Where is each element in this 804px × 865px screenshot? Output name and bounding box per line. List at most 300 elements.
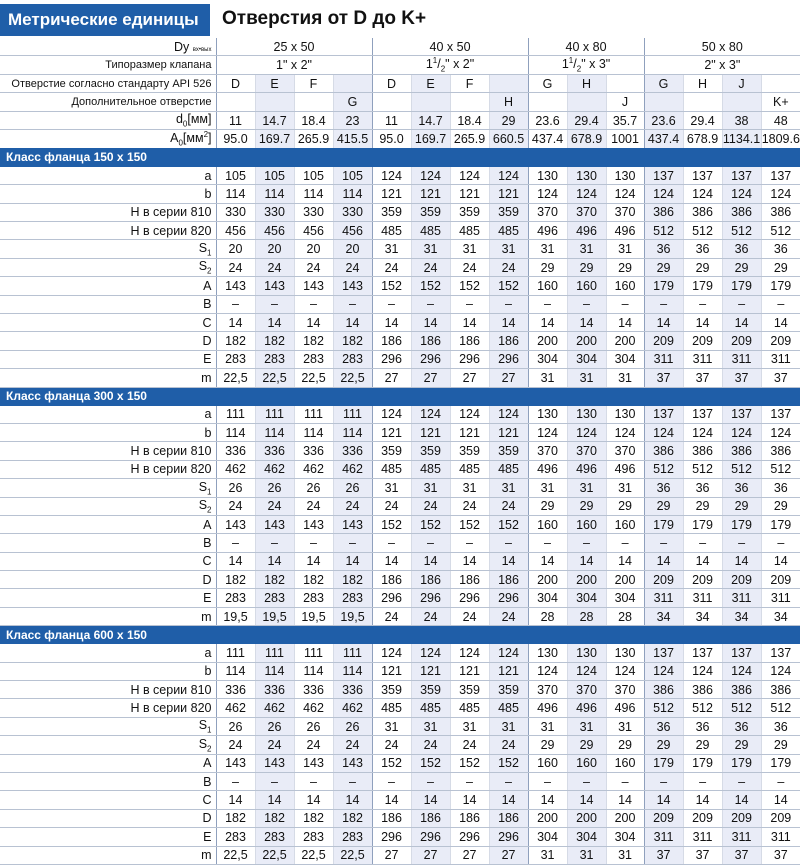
table-cell: 296 — [372, 828, 411, 846]
table-cell: 27 — [372, 846, 411, 864]
table-cell: 209 — [644, 809, 683, 827]
table-cell: 512 — [644, 699, 683, 717]
table-row — [0, 736, 800, 754]
table-cell: 330 — [216, 203, 255, 221]
table-cell: 182 — [255, 571, 294, 589]
table-row — [0, 534, 800, 552]
table-cell: 359 — [411, 203, 450, 221]
table-cell: 111 — [216, 405, 255, 423]
table-cell: 209 — [722, 571, 761, 589]
table-cell: 23.6 — [528, 111, 567, 129]
table-row — [0, 515, 800, 533]
table-row — [0, 442, 800, 460]
table-cell: 179 — [761, 754, 800, 772]
dy-group: 40 x 50 — [372, 38, 528, 56]
table-cell: 121 — [450, 185, 489, 203]
table-cell: 24 — [372, 607, 411, 625]
table-cell: 462 — [255, 699, 294, 717]
table-cell: – — [644, 772, 683, 790]
table-cell: 182 — [216, 809, 255, 827]
table-cell: 137 — [761, 405, 800, 423]
api-row-label: Отверстие согласно стандарту API 526 — [0, 75, 216, 93]
table-cell: 152 — [411, 277, 450, 295]
table-cell: 456 — [216, 222, 255, 240]
table-cell: 456 — [333, 222, 372, 240]
table-cell: 1134.1 — [722, 130, 761, 149]
table-cell: 20 — [294, 240, 333, 258]
table-cell: 182 — [333, 809, 372, 827]
table-cell: 36 — [722, 479, 761, 497]
table-cell: – — [683, 772, 722, 790]
table-row — [0, 166, 800, 184]
table-cell: 386 — [722, 203, 761, 221]
size-whole: 1 — [425, 57, 433, 72]
table-cell: 124 — [761, 662, 800, 680]
table-cell: 124 — [411, 644, 450, 662]
table-cell: G — [333, 93, 372, 111]
table-cell: 124 — [722, 185, 761, 203]
table-cell: 24 — [372, 497, 411, 515]
table-cell: 186 — [450, 332, 489, 350]
table-cell: 512 — [761, 699, 800, 717]
table-cell: 37 — [722, 369, 761, 387]
table-cell: 114 — [333, 662, 372, 680]
table-cell: 304 — [606, 350, 644, 368]
table-cell — [683, 93, 722, 111]
spec-table — [0, 38, 800, 865]
table-cell: 121 — [372, 662, 411, 680]
table-cell: 152 — [450, 277, 489, 295]
table-cell: 14 — [683, 314, 722, 332]
table-cell: 36 — [683, 479, 722, 497]
table-cell: 24 — [294, 736, 333, 754]
table-row — [0, 332, 800, 350]
table-cell: 31 — [411, 240, 450, 258]
table-cell: 496 — [528, 222, 567, 240]
row-label: H в серии 820 — [0, 222, 216, 240]
table-cell: 37 — [644, 369, 683, 387]
table-cell: 31 — [489, 479, 528, 497]
row-label-text: S — [198, 497, 208, 512]
table-row — [0, 717, 800, 735]
table-cell: 24 — [411, 258, 450, 276]
table-cell: 200 — [528, 571, 567, 589]
table-cell: 24 — [489, 258, 528, 276]
table-cell: 143 — [294, 515, 333, 533]
table-cell: 27 — [489, 846, 528, 864]
table-cell: 29 — [722, 258, 761, 276]
row-label: m — [0, 369, 216, 387]
table-cell: 114 — [294, 423, 333, 441]
table-cell: 31 — [567, 479, 606, 497]
table-cell: 296 — [450, 589, 489, 607]
table-cell: 20 — [255, 240, 294, 258]
table-cell: 24 — [216, 258, 255, 276]
table-cell: 24 — [216, 736, 255, 754]
table-cell: 386 — [761, 681, 800, 699]
table-cell: – — [216, 295, 255, 313]
table-cell: 296 — [372, 350, 411, 368]
table-cell: 182 — [294, 571, 333, 589]
table-cell: 31 — [450, 717, 489, 735]
table-cell: 386 — [644, 203, 683, 221]
table-cell: 22,5 — [294, 369, 333, 387]
table-cell: 22,5 — [255, 846, 294, 864]
table-cell: 336 — [255, 442, 294, 460]
table-cell: 114 — [216, 662, 255, 680]
table-cell: 37 — [683, 369, 722, 387]
table-cell — [411, 93, 450, 111]
page-title: Отверстия от D до K+ — [222, 8, 427, 29]
row-label: C — [0, 552, 216, 570]
table-cell: – — [489, 534, 528, 552]
table-cell: 179 — [644, 754, 683, 772]
row-label: a — [0, 644, 216, 662]
table-cell: 143 — [333, 754, 372, 772]
row-label: a — [0, 166, 216, 184]
table-cell: 456 — [255, 222, 294, 240]
table-cell: 186 — [411, 809, 450, 827]
table-cell: 456 — [294, 222, 333, 240]
table-cell: 137 — [722, 644, 761, 662]
size-rest: " x 3" — [581, 57, 611, 72]
table-cell: – — [644, 534, 683, 552]
table-cell: 24 — [411, 497, 450, 515]
table-cell: 22,5 — [333, 369, 372, 387]
table-cell: 496 — [567, 222, 606, 240]
table-cell: 462 — [216, 699, 255, 717]
table-cell: 95.0 — [372, 130, 411, 149]
table-row — [0, 791, 800, 809]
table-cell: 186 — [489, 809, 528, 827]
table-cell: 209 — [644, 332, 683, 350]
table-cell: 14 — [528, 552, 567, 570]
row-label-text: S — [198, 240, 208, 255]
row-label: H в серии 810 — [0, 442, 216, 460]
table-row — [0, 607, 800, 625]
row-label: H в серии 820 — [0, 699, 216, 717]
dy-group: 40 x 80 — [528, 38, 644, 56]
table-cell: 121 — [372, 423, 411, 441]
table-cell: K+ — [761, 93, 800, 111]
table-cell: 311 — [761, 828, 800, 846]
table-cell: – — [489, 295, 528, 313]
row-label — [0, 717, 216, 735]
table-cell: – — [411, 295, 450, 313]
table-cell: 34 — [722, 607, 761, 625]
table-cell: J — [722, 75, 761, 93]
table-cell: 182 — [333, 332, 372, 350]
table-cell: 24 — [411, 607, 450, 625]
table-cell: 200 — [606, 809, 644, 827]
table-cell: 26 — [333, 479, 372, 497]
table-cell: 111 — [294, 644, 333, 662]
table-cell: 200 — [567, 571, 606, 589]
table-cell: – — [606, 772, 644, 790]
table-cell: 124 — [411, 405, 450, 423]
row-label: H в серии 820 — [0, 460, 216, 478]
table-cell: 14 — [761, 552, 800, 570]
table-cell: 179 — [722, 754, 761, 772]
table-row — [0, 644, 800, 662]
table-cell: 186 — [489, 332, 528, 350]
table-cell: 114 — [255, 185, 294, 203]
row-label-sub: 2 — [207, 505, 212, 515]
table-cell: 296 — [489, 589, 528, 607]
table-cell: 137 — [683, 405, 722, 423]
table-cell: 31 — [528, 846, 567, 864]
table-cell: 137 — [683, 166, 722, 184]
units-badge: Метрические единицы — [0, 4, 210, 36]
table-row — [0, 460, 800, 478]
table-cell: 311 — [683, 350, 722, 368]
table-cell: 29 — [761, 258, 800, 276]
table-cell: 359 — [489, 442, 528, 460]
row-label: H в серии 810 — [0, 203, 216, 221]
table-cell: 124 — [528, 185, 567, 203]
table-cell: 296 — [411, 589, 450, 607]
table-cell: – — [294, 295, 333, 313]
table-cell: 496 — [606, 699, 644, 717]
table-cell: 31 — [489, 717, 528, 735]
table-cell: 496 — [528, 460, 567, 478]
table-cell: 386 — [644, 442, 683, 460]
table-cell: 359 — [450, 442, 489, 460]
table-cell: 137 — [761, 166, 800, 184]
table-cell: 160 — [528, 754, 567, 772]
table-cell: 26 — [294, 717, 333, 735]
table-cell: 124 — [372, 405, 411, 423]
table-cell: 485 — [411, 460, 450, 478]
table-row — [0, 662, 800, 680]
table-cell: 186 — [411, 571, 450, 589]
table-cell: 22,5 — [255, 369, 294, 387]
row-label: b — [0, 662, 216, 680]
table-cell: 124 — [606, 662, 644, 680]
table-cell: 121 — [411, 423, 450, 441]
row-label-text: S — [198, 736, 208, 751]
table-cell: 111 — [216, 644, 255, 662]
table-cell: 179 — [722, 277, 761, 295]
row-label — [0, 497, 216, 515]
table-cell: – — [216, 772, 255, 790]
table-cell: 330 — [255, 203, 294, 221]
table-row — [0, 258, 800, 276]
table-row — [0, 369, 800, 387]
section-title: Класс фланца 150 x 150 — [0, 148, 800, 166]
table-cell: 36 — [761, 240, 800, 258]
table-cell: – — [722, 295, 761, 313]
table-cell: 29 — [644, 258, 683, 276]
table-cell: 386 — [683, 681, 722, 699]
size-frac-num: 1 — [432, 56, 438, 66]
table-cell: 130 — [606, 405, 644, 423]
table-cell: 311 — [683, 589, 722, 607]
table-cell: 14 — [333, 791, 372, 809]
table-cell: 29.4 — [567, 111, 606, 129]
table-cell: 24 — [411, 736, 450, 754]
table-cell: 160 — [606, 515, 644, 533]
d0-label-unit: [мм] — [187, 112, 212, 127]
section-title: Класс фланца 600 x 150 — [0, 626, 800, 644]
table-cell: 14 — [216, 791, 255, 809]
table-cell: 359 — [450, 203, 489, 221]
table-cell: 24 — [255, 736, 294, 754]
table-cell: 462 — [216, 460, 255, 478]
row-label: D — [0, 809, 216, 827]
row-label-sub: 1 — [207, 248, 212, 258]
table-cell: 152 — [411, 515, 450, 533]
table-cell: 29 — [567, 736, 606, 754]
table-cell: 11 — [216, 111, 255, 129]
table-cell: 19,5 — [216, 607, 255, 625]
table-cell: 14 — [255, 314, 294, 332]
table-cell — [528, 93, 567, 111]
table-cell: 24 — [333, 497, 372, 515]
table-cell: – — [216, 534, 255, 552]
table-cell: 124 — [567, 423, 606, 441]
table-cell: 121 — [372, 185, 411, 203]
table-cell: 359 — [372, 442, 411, 460]
table-cell: 121 — [411, 662, 450, 680]
table-cell: 182 — [255, 809, 294, 827]
table-cell: 11 — [372, 111, 411, 129]
table-row — [0, 754, 800, 772]
size-label: Типоразмер клапана — [0, 56, 216, 75]
table-cell: 14 — [372, 791, 411, 809]
table-cell: 200 — [567, 809, 606, 827]
table-cell: – — [411, 772, 450, 790]
table-cell: 24 — [255, 258, 294, 276]
table-cell: 24 — [216, 497, 255, 515]
table-cell: 14 — [722, 552, 761, 570]
table-cell: 14 — [761, 314, 800, 332]
table-cell: 14 — [372, 314, 411, 332]
table-cell: 14 — [683, 791, 722, 809]
table-cell: D — [372, 75, 411, 93]
table-cell — [333, 75, 372, 93]
table-cell: 137 — [644, 644, 683, 662]
table-cell: 160 — [567, 277, 606, 295]
table-cell: 22,5 — [216, 846, 255, 864]
table-cell: 265.9 — [450, 130, 489, 149]
table-cell: 179 — [644, 277, 683, 295]
row-label-sub: 1 — [207, 725, 212, 735]
table-cell: 111 — [255, 405, 294, 423]
table-cell: 304 — [567, 350, 606, 368]
table-cell: – — [722, 534, 761, 552]
d0-label-sub: 0 — [182, 119, 188, 129]
table-cell: 31 — [372, 479, 411, 497]
table-cell: 114 — [333, 423, 372, 441]
table-cell: 359 — [489, 681, 528, 699]
table-cell: 14 — [450, 314, 489, 332]
table-cell: 121 — [489, 423, 528, 441]
table-cell: 14 — [216, 314, 255, 332]
table-cell: 36 — [761, 479, 800, 497]
table-row — [0, 405, 800, 423]
table-cell: 304 — [567, 589, 606, 607]
table-cell: 152 — [450, 515, 489, 533]
size-group: 1" x 2" — [216, 56, 372, 75]
row-label: D — [0, 332, 216, 350]
d0-label-text: d — [175, 112, 183, 127]
table-cell: 130 — [567, 166, 606, 184]
table-cell: 512 — [722, 460, 761, 478]
table-cell: 370 — [567, 681, 606, 699]
table-cell: 14 — [372, 552, 411, 570]
table-cell: 31 — [567, 717, 606, 735]
table-cell: 137 — [722, 405, 761, 423]
table-cell: 27 — [372, 369, 411, 387]
table-cell: 14 — [411, 314, 450, 332]
table-cell: – — [450, 534, 489, 552]
table-cell: 28 — [567, 607, 606, 625]
table-cell: 209 — [722, 332, 761, 350]
table-cell: 311 — [644, 350, 683, 368]
table-cell: 22,5 — [294, 846, 333, 864]
table-cell: 512 — [644, 222, 683, 240]
table-cell: 124 — [683, 662, 722, 680]
table-cell: 143 — [333, 277, 372, 295]
table-cell: 296 — [489, 828, 528, 846]
table-cell: 34 — [761, 607, 800, 625]
table-cell: 111 — [294, 405, 333, 423]
table-cell: 105 — [216, 166, 255, 184]
table-cell: 296 — [450, 828, 489, 846]
table-cell: 24 — [450, 736, 489, 754]
table-cell: 29 — [683, 258, 722, 276]
table-cell: 437.4 — [644, 130, 683, 149]
table-cell: 370 — [567, 203, 606, 221]
table-cell: 26 — [255, 717, 294, 735]
table-cell: 31 — [567, 369, 606, 387]
table-cell: 137 — [644, 166, 683, 184]
row-label: A — [0, 754, 216, 772]
table-cell: 124 — [489, 166, 528, 184]
table-cell: 330 — [294, 203, 333, 221]
table-cell: 311 — [722, 350, 761, 368]
table-cell: 311 — [761, 589, 800, 607]
table-cell: 179 — [683, 515, 722, 533]
table-cell: 14 — [644, 552, 683, 570]
table-cell: 152 — [372, 754, 411, 772]
table-cell: – — [567, 295, 606, 313]
table-cell: 370 — [606, 442, 644, 460]
table-cell: 359 — [372, 681, 411, 699]
api-row — [0, 75, 800, 93]
table-cell: 22,5 — [216, 369, 255, 387]
table-cell: 14 — [294, 314, 333, 332]
row-label-sub: 1 — [207, 487, 212, 497]
table-cell: 130 — [606, 644, 644, 662]
table-cell: 24 — [489, 607, 528, 625]
table-row — [0, 552, 800, 570]
table-cell: 111 — [333, 644, 372, 662]
table-cell: 31 — [528, 240, 567, 258]
table-cell: 160 — [567, 515, 606, 533]
table-cell: 1001 — [606, 130, 644, 149]
table-cell: 182 — [294, 809, 333, 827]
table-cell: 26 — [255, 479, 294, 497]
table-cell: 311 — [761, 350, 800, 368]
table-cell: 143 — [294, 754, 333, 772]
table-cell: 36 — [761, 717, 800, 735]
table-cell: 311 — [644, 828, 683, 846]
table-cell: 386 — [722, 442, 761, 460]
table-cell: 370 — [528, 442, 567, 460]
table-cell: 29 — [528, 497, 567, 515]
